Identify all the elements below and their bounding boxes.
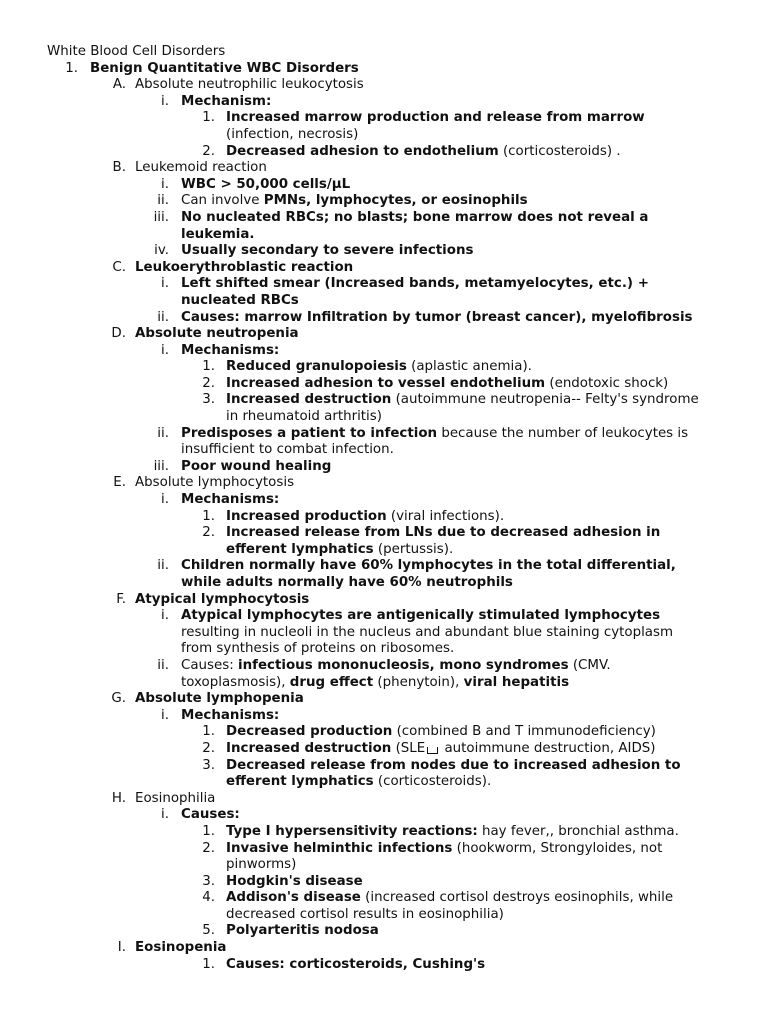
- list-item-continuation: [0, 857, 768, 874]
- list-item-text: Causes: corticosteroids, Cushing's: [226, 956, 486, 972]
- list-item-bold: Type I hypersensitivity reactions:: [226, 823, 478, 839]
- document-title: White Blood Cell Disorders: [47, 44, 226, 59]
- list-item-text: (infection, necrosis): [226, 126, 359, 142]
- list-item-continuation: [0, 575, 768, 592]
- subsection-heading: [0, 940, 768, 957]
- placeholder-glyph-icon: [427, 747, 438, 754]
- list-item-text: Atypical lymphocytes are antigenically stimulated lymphocytes: [181, 608, 661, 624]
- list-item-text: Polyarteritis nodosa: [226, 923, 379, 939]
- list-item-text: No nucleated RBCs; no blasts; bone marrow does not reveal a: [181, 209, 649, 225]
- list-marker: 5.: [202, 923, 215, 939]
- list-item-text: Usually secondary to severe infections: [181, 243, 474, 259]
- list-marker: i.: [161, 807, 169, 823]
- list-item-continuation: [0, 641, 768, 658]
- list-item: [0, 376, 768, 393]
- list-item-text: Mechanisms:: [181, 492, 280, 508]
- list-item-text: Causes:: [181, 807, 240, 823]
- list-item: [0, 359, 768, 376]
- subsection-title: Leukoerythroblastic reaction: [135, 259, 354, 275]
- list-item-bold: PMNs, lymphocytes, or eosinophils: [263, 193, 528, 209]
- list-marker: ii.: [157, 309, 169, 325]
- list-marker: 1.: [65, 60, 78, 76]
- list-item-text: Left shifted smear (Increased bands, metamyelocytes, etc.) +: [181, 276, 649, 292]
- list-item: [0, 708, 768, 725]
- list-item-continuation: [0, 442, 768, 459]
- list-item-continuation: [0, 907, 768, 924]
- list-item: [0, 492, 768, 509]
- list-item: [0, 824, 768, 841]
- list-marker: ii.: [157, 657, 169, 673]
- list-item-bold: Reduced granulopoiesis: [226, 359, 407, 375]
- list-item-text: because the number of leukocytes is: [437, 425, 689, 441]
- list-marker: C.: [112, 259, 126, 275]
- subsection-heading: [0, 475, 768, 492]
- list-marker: 2.: [202, 525, 215, 541]
- list-item-text: Children normally have 60% lymphocytes in the total differential,: [181, 558, 676, 574]
- list-item-text: Increased release from LNs due to decreased adhesion in: [226, 525, 661, 541]
- list-item: [0, 426, 768, 443]
- list-marker: 2.: [202, 740, 215, 756]
- list-item-bold: efferent lymphatics: [226, 541, 374, 557]
- list-item: [0, 243, 768, 260]
- list-marker: i.: [161, 492, 169, 508]
- list-item-text: insufficient to combat infection.: [181, 442, 394, 458]
- list-item: [0, 509, 768, 526]
- list-item-text: (SLE: [391, 740, 426, 756]
- list-marker: ii.: [157, 193, 169, 209]
- subsection-title: Leukemoid reaction: [135, 160, 267, 176]
- list-item-text: Mechanism:: [181, 93, 272, 109]
- list-marker: 2.: [202, 840, 215, 856]
- list-marker: iv.: [154, 243, 169, 259]
- list-item-text: (increased cortisol destroys eosinophils, while: [360, 890, 674, 906]
- list-item-text: Causes: marrow Infiltration by tumor (breast cancer), myelofibrosis: [181, 309, 693, 325]
- list-item-text: Increased marrow production and release from marrow: [226, 110, 645, 126]
- list-item: [0, 310, 768, 327]
- list-marker: G.: [111, 691, 126, 707]
- list-item-text: Mechanisms:: [181, 342, 280, 358]
- list-item: [0, 144, 768, 161]
- section-heading: [0, 61, 768, 78]
- list-item: [0, 459, 768, 476]
- list-marker: ii.: [157, 558, 169, 574]
- list-marker: 1.: [202, 110, 215, 126]
- subsection-title: Absolute lymphopenia: [135, 691, 304, 707]
- list-item: [0, 177, 768, 194]
- list-marker: i.: [161, 93, 169, 109]
- list-item-text: pinworms): [226, 857, 297, 873]
- list-item: [0, 392, 768, 409]
- list-marker: E.: [113, 475, 126, 491]
- subsection-heading: [0, 791, 768, 808]
- list-marker: 3.: [202, 392, 215, 408]
- list-marker: 4.: [202, 890, 215, 906]
- list-item-text: (viral infections).: [386, 508, 505, 524]
- list-item: [0, 724, 768, 741]
- list-marker: 1.: [202, 359, 215, 375]
- list-item-text: (hookworm, Strongyloides, not: [452, 840, 663, 856]
- list-item: [0, 525, 768, 542]
- list-item-continuation: [0, 293, 768, 310]
- list-marker: 2.: [202, 375, 215, 391]
- list-item: [0, 110, 768, 127]
- list-item-text: Causes:: [181, 657, 239, 673]
- list-item-bold: Predisposes a patient to infection: [181, 425, 438, 441]
- list-item-text: (autoimmune neutropenia-- Felty's syndrome: [391, 392, 699, 408]
- list-item-text: decreased cortisol results in eosinophilia): [226, 906, 504, 922]
- list-item-bold: Increased adhesion to vessel endothelium: [226, 375, 546, 391]
- list-item: [0, 758, 768, 775]
- list-item-text: WBC > 50,000 cells/μL: [181, 176, 351, 192]
- list-marker: A.: [112, 77, 126, 93]
- list-item: [0, 193, 768, 210]
- list-item-text: (phenytoin),: [373, 674, 464, 690]
- list-item: [0, 923, 768, 940]
- list-item-continuation: [0, 542, 768, 559]
- list-marker: i.: [161, 342, 169, 358]
- list-item: [0, 608, 768, 625]
- list-item-text: Decreased release from nodes due to increased adhesion to: [226, 757, 681, 773]
- list-item-text: Hodgkin's disease: [226, 873, 363, 889]
- list-item: [0, 807, 768, 824]
- list-item-bold: Decreased adhesion to endothelium: [226, 143, 499, 159]
- list-item-bold: infectious mononucleosis, mono syndromes: [238, 657, 569, 673]
- list-item-text: leukemia.: [181, 226, 255, 242]
- list-item-continuation: [0, 127, 768, 144]
- list-item-text: (combined B and T immunodeficiency): [392, 724, 656, 740]
- list-item-text: while adults normally have 60% neutrophils: [181, 575, 513, 590]
- list-item: [0, 276, 768, 293]
- list-marker: F.: [116, 591, 126, 607]
- list-marker: 1.: [202, 508, 215, 524]
- document-page: [0, 44, 768, 973]
- list-item-text: (pertussis).: [373, 541, 454, 557]
- list-item-bold: efferent lymphatics: [226, 774, 374, 790]
- subsection-heading: [0, 77, 768, 94]
- subsection-title: Absolute neutropenia: [135, 326, 299, 342]
- list-marker: iii.: [153, 458, 169, 474]
- list-marker: ii.: [157, 425, 169, 441]
- list-item-continuation: [0, 409, 768, 426]
- list-item: [0, 558, 768, 575]
- list-item: [0, 741, 768, 758]
- list-item: [0, 874, 768, 891]
- subsection-heading: [0, 260, 768, 277]
- section-title: Benign Quantitative WBC Disorders: [90, 60, 359, 76]
- list-item-bold: Addison's disease: [226, 890, 361, 906]
- list-marker: 1.: [202, 724, 215, 740]
- subsection-title: Atypical lymphocytosis: [135, 591, 310, 607]
- list-item: [0, 343, 768, 360]
- list-marker: 2.: [202, 143, 215, 159]
- list-item: [0, 94, 768, 111]
- list-item-continuation: [0, 227, 768, 244]
- list-item-text: Poor wound healing: [181, 458, 332, 474]
- list-item-bold: Increased destruction: [226, 740, 392, 756]
- list-item-text: Mechanisms:: [181, 707, 280, 723]
- list-item-bold: Increased destruction: [226, 392, 392, 408]
- list-item-text: nucleated RBCs: [181, 292, 299, 308]
- list-item-bold: drug effect: [289, 674, 374, 690]
- subsection-heading: [0, 691, 768, 708]
- list-item-text: resulting in nucleoli in the nucleus and abundant blue staining cytoplasm: [181, 624, 674, 640]
- list-marker: i.: [161, 707, 169, 723]
- subsection-heading: [0, 592, 768, 609]
- list-marker: B.: [112, 160, 126, 176]
- list-item-text: from synthesis of proteins on ribosomes.: [181, 641, 455, 657]
- subsection-title: Absolute neutrophilic leukocytosis: [135, 77, 364, 93]
- list-item: [0, 957, 768, 974]
- subsection-title: Absolute lymphocytosis: [135, 475, 295, 491]
- list-marker: iii.: [153, 209, 169, 225]
- list-marker: 3.: [202, 873, 215, 889]
- list-item-text: autoimmune destruction, AIDS): [440, 740, 656, 756]
- list-marker: H.: [111, 790, 126, 806]
- list-item-text: (CMV.: [568, 657, 611, 673]
- list-marker: 1.: [202, 823, 215, 839]
- list-marker: 1.: [202, 956, 215, 972]
- list-item-continuation: [0, 774, 768, 791]
- list-item-text: (corticosteroids) .: [498, 143, 621, 159]
- list-item-text: (endotoxic shock): [545, 375, 669, 391]
- list-marker: I.: [117, 940, 126, 956]
- list-item: [0, 210, 768, 227]
- list-item-text: (corticosteroids).: [373, 774, 492, 790]
- subsection-title: Eosinopenia: [135, 940, 227, 956]
- list-item-text: hay fever,, bronchial asthma.: [477, 823, 679, 839]
- list-item-continuation: [0, 625, 768, 642]
- list-item-text: (aplastic anemia).: [406, 359, 532, 375]
- list-item: [0, 890, 768, 907]
- subsection-title: Eosinophilia: [135, 790, 216, 806]
- list-marker: D.: [111, 326, 126, 342]
- list-marker: i.: [161, 176, 169, 192]
- list-item-text: Can involve: [181, 193, 264, 209]
- list-marker: i.: [161, 608, 169, 624]
- list-item-continuation: [0, 675, 768, 692]
- list-item-bold: Invasive helminthic infections: [226, 840, 453, 856]
- list-item-text: in rheumatoid arthritis): [226, 409, 382, 425]
- list-item-text: toxoplasmosis),: [181, 674, 290, 690]
- list-item-bold: viral hepatitis: [463, 674, 570, 690]
- list-item: [0, 658, 768, 675]
- subsection-heading: [0, 160, 768, 177]
- subsection-heading: [0, 326, 768, 343]
- list-item: [0, 841, 768, 858]
- list-marker: 3.: [202, 757, 215, 773]
- list-marker: i.: [161, 276, 169, 292]
- document-title-line: [0, 44, 768, 61]
- list-item-bold: Increased production: [226, 508, 387, 524]
- list-item-bold: Decreased production: [226, 724, 393, 740]
